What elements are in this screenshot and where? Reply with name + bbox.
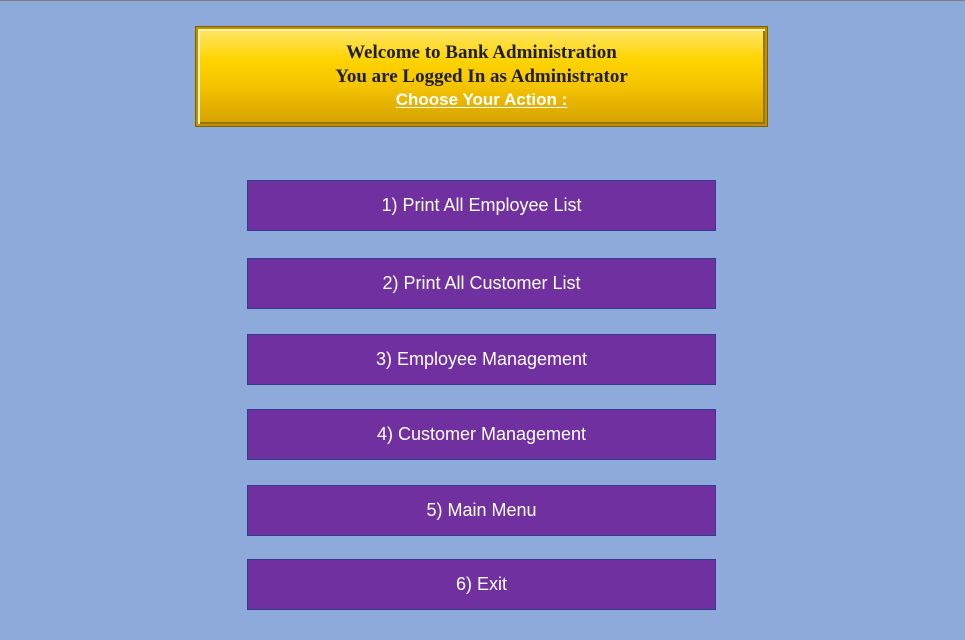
menu-button-label: 3) Employee Management xyxy=(375,349,588,369)
top-border-line xyxy=(0,0,965,1)
welcome-banner xyxy=(196,27,767,126)
logged-in-status: You are Logged In as Administrator xyxy=(335,66,628,87)
menu-button-label: 6) Exit xyxy=(455,574,507,594)
print-all-customer-list-button[interactable] xyxy=(247,258,716,309)
welcome-title: Welcome to Bank Administration xyxy=(346,42,617,63)
print-all-employee-list-button[interactable] xyxy=(247,180,716,231)
choose-action-prompt: Choose Your Action : xyxy=(395,90,568,109)
menu-button-label: 5) Main Menu xyxy=(426,500,537,520)
employee-management-button[interactable] xyxy=(247,334,716,385)
exit-button[interactable] xyxy=(247,559,716,610)
menu-button-label: 4) Customer Management xyxy=(376,424,587,444)
main-menu-button[interactable] xyxy=(247,485,716,536)
menu-button-label: 2) Print All Customer List xyxy=(382,273,581,293)
customer-management-button[interactable] xyxy=(247,409,716,460)
menu-button-label: 1) Print All Employee List xyxy=(381,195,582,215)
